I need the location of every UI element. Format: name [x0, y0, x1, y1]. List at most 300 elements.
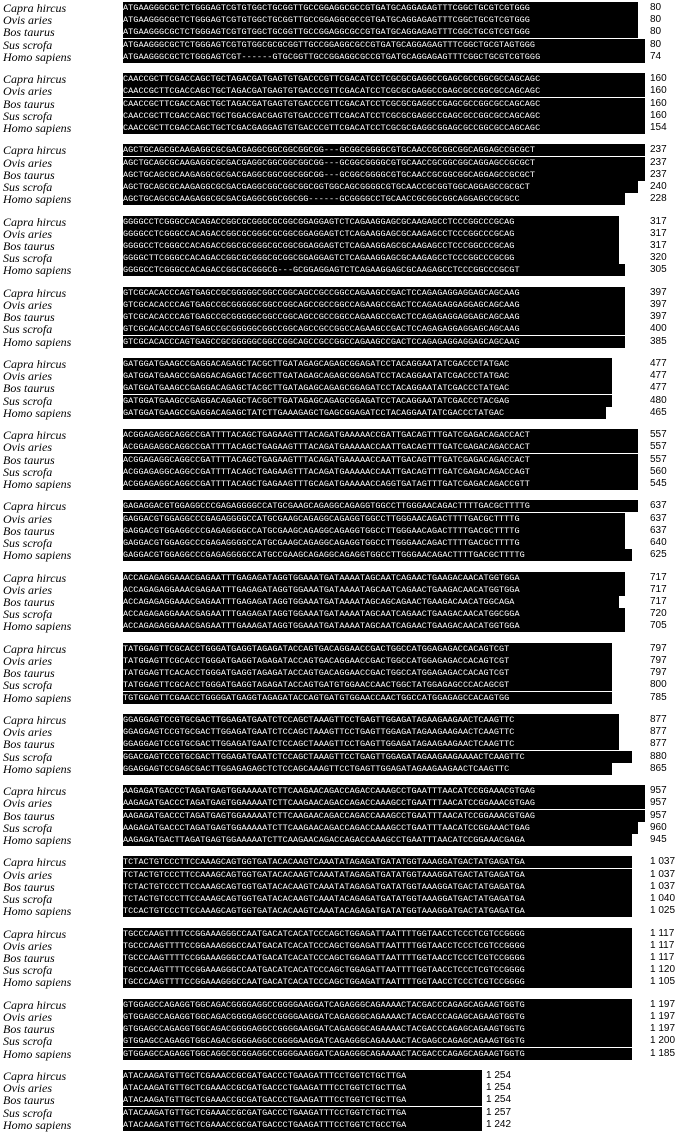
sequence-segment: GGGGCCTCGGGCCACAGACCGGCGCGGGCGCGGCGGAGGAGTCTCAGAAGGAGCGCAAGAGCCTCCCGGCCCGCAG — [123, 240, 619, 252]
species-name: Capra hircus — [3, 641, 67, 656]
species-name: Ovis aries — [3, 653, 52, 668]
species-name: Homo sapiens — [3, 548, 72, 563]
species-name: Homo sapiens — [3, 761, 72, 776]
sequence-segment: GTGGAGCCAGAGGTGGCAGACGGGGAGGCCGGGGAAGGATCAGAGGGCAGAAAACTACGACCCAGAGCAGAAGTGGTG — [123, 999, 632, 1011]
sequence-segment: ATGAAGGGCGCTCTGGGAGTCGTGTGGCTGCGGTTGCCGGAGGCGCCGTGATGCAGGAGAGTTTCGGCTGCGTCGTGGG — [123, 26, 638, 38]
alignment-row — [0, 382, 700, 394]
species-name: Ovis aries — [3, 440, 52, 455]
alignment-row — [0, 51, 700, 63]
sequence-segment: GAGAGGACGTGGAGGCCCGAGAGGGGCCATGCGAAGCAGAGGCAGAGGTGGCCTTGGGAACAGACTTTTGACGCTTTTG — [123, 500, 638, 512]
species-name: Homo sapiens — [3, 192, 72, 207]
sequence-segment: TGCCCAAGTTTTCCGGAAAGGGCCAATGACATCACATCCCAGCTGGAGATTAATTTTGGTAACCTCCCTCGTCCGGGG — [123, 976, 632, 988]
sequence-segment: TCTACTGTCCCTTCCAAAGCAGTGGTGATACACAAGTCAAATATAGAGATGATATGGTAAAGGATGACTATGAGATGA — [123, 869, 632, 881]
alignment-row — [0, 407, 700, 419]
position-count: 877 — [650, 726, 667, 738]
alignment-row — [0, 608, 700, 620]
sequence-segment: GAGGACGTGGAGGCCCGAGAGGGGCCATGCCGAAGCAGAGGCAGAGGTGGCCTTGGGAACAGACTTTTGACGCTTTTG — [123, 549, 632, 561]
alignment-row — [0, 358, 700, 370]
alignment-row — [0, 2, 700, 14]
alignment-row — [0, 584, 700, 596]
species-name: Ovis aries — [3, 84, 52, 99]
alignment-row — [0, 299, 700, 311]
position-count: 1 040 — [650, 892, 676, 904]
alignment-row — [0, 14, 700, 26]
species-name: Homo sapiens — [3, 904, 72, 919]
alignment-row — [0, 1035, 700, 1047]
alignment-block — [0, 714, 700, 774]
position-count: 240 — [650, 180, 667, 192]
species-name: Capra hircus — [3, 72, 67, 87]
position-count: 945 — [650, 833, 667, 845]
species-name: Homo sapiens — [3, 690, 72, 705]
sequence-segment: ATGAAGGGCGCTCTGGGAGTCGTGTGGCTGCGGTTGCCGGAGGCGCCGTGATGCAGGAGAGTTTCGGCTGCGTCGTGGG — [123, 14, 638, 26]
species-name: Capra hircus — [3, 570, 67, 585]
species-name: Bos taurus — [3, 1093, 55, 1108]
species-name: Ovis aries — [3, 1081, 52, 1096]
sequence-segment: GGGGCCTCGGGCCACAGACCGGCGCGGGCGCGGCGGAGGAGTCTCAGAAGGAGCGCAAGAGCCTCCCGGCCCGCAG — [123, 228, 619, 240]
sequence-segment: GGACGAGTCCGTGCGACTTGGAGATGAATCTCCAGCTAAAGTTCCTGAGTTGGAGATAGAAGAAGAAAACTCAAGTTC — [123, 751, 632, 763]
sequence-segment: GTCGCACACCCAGTGAGCCGCGGGGGCGGCCGGCAGCCGCCGGCCAGAAGCCGACTCCAGAGAGGAGGAGCAGCAAG — [123, 287, 625, 299]
sequence-segment: GTGGAGCCAGAGGTGGCAGACGGGGAGGCCGGGGAAGGATCAGAGGGCAGAAAACTACGACCCAGAGCAGAAGTGGTG — [123, 1023, 632, 1035]
position-count: 80 — [650, 26, 662, 38]
position-count: 717 — [650, 595, 667, 607]
alignment-row — [0, 323, 700, 335]
sequence-segment: AAGAGATGACCCTAGATGAGTGGAAAAATCTTCAAGAACAGACCAGACCAAAGCCTGAATTTAACATCCGGAAACGTGAG — [123, 810, 645, 822]
species-name: Homo sapiens — [3, 619, 72, 634]
species-name: Homo sapiens — [3, 263, 72, 278]
position-count: 877 — [650, 714, 667, 725]
alignment-row — [0, 834, 700, 846]
alignment-row — [0, 1119, 700, 1131]
species-name: Ovis aries — [3, 511, 52, 526]
sequence-segment: TGCCCAAGTTTTCCGGAAAGGGCCAATGACATCACATCCCAGCTGGAGATTAATTTTGGTAACCTCCCTCGTCCGGGG — [123, 940, 632, 952]
position-count: 320 — [650, 252, 667, 264]
alignment-row — [0, 655, 700, 667]
alignment-row — [0, 763, 700, 775]
species-name: Bos taurus — [3, 167, 55, 182]
alignment-row — [0, 181, 700, 193]
position-count: 1 117 — [650, 951, 675, 963]
species-name: Bos taurus — [3, 452, 55, 467]
position-count: 154 — [650, 121, 667, 133]
position-count: 80 — [650, 38, 662, 50]
sequence-segment: CAACCGCTTCGACCAGCTGCTGGACGACGAGTGTGACCCGTTCGACATCCTCGCGCGAGGCCGAGCGCCGGCGCCAGCAGC — [123, 110, 645, 122]
sequence-segment: ACGGAGAGGCAGGCCGATTTTACAGCTGAGAAGTTTACAGATGAAAAACCAATTGACAGTTTGATCGAGACAGACCAGT — [123, 466, 638, 478]
position-count: 1 197 — [650, 1010, 676, 1022]
sequence-segment: ACGGAGAGGCAGGCCGATTTTACAGCTGAGAAGTTTACAGATGAAAAACCGATTGACAGTTTGATCGAGACAGACCACT — [123, 429, 638, 441]
position-count: 228 — [650, 193, 667, 205]
position-count: 545 — [650, 477, 667, 489]
position-count: 797 — [650, 642, 667, 654]
alignment-row — [0, 999, 700, 1011]
position-count: 80 — [650, 14, 662, 26]
sequence-segment: ATACAAGATGTTGCTCGAAACCGCGATGACCCTGAAGATTTCCTGGTCTGCTTGA — [123, 1082, 482, 1094]
sequence-segment: CAACCGCTTCGACCAGCTGCTAGACGATGAGTGTGACCCGTTCGACATCCTCGCGCGAGGCCGAGCGCCGGCGCCAGCAGC — [123, 98, 645, 110]
sequence-segment: TGCCCAAGTTTTCCGGAAAGGGCCAATGACATCACATCCCAGCTGGAGATTAATTTTGGTAACCTCCCTCGTCCGGGG — [123, 952, 632, 964]
position-count: 797 — [650, 667, 667, 679]
sequence-segment: ATACAAGATGTTGCTCGAAACCGCGATGACCCTGAAGATTTCCTGGTCTGCTTGA — [123, 1070, 482, 1082]
alignment-row — [0, 596, 700, 608]
species-name: Capra hircus — [3, 428, 67, 443]
sequence-segment: GGGGCTTCGGGCCACAGACCGGCGCGGGCGCGGCGGAGGAGTCTCAGAAGGAGCGCAAGAGCCTCCCGGCCCGCGG — [123, 252, 619, 264]
position-count: 160 — [650, 73, 667, 85]
alignment-row — [0, 1082, 700, 1094]
sequence-segment: ACGGAGAGGCAGGCCGATTTTACAGCTGAGAAGTTTGCAGATGAAAAACCAGGTGATAGTTTGATCGAGACAGACCGTT — [123, 478, 638, 490]
species-name: Capra hircus — [3, 1, 67, 15]
position-count: 237 — [650, 144, 667, 156]
alignment-block — [0, 928, 700, 988]
position-count: 1 037 — [650, 880, 676, 892]
alignment-row — [0, 751, 700, 763]
alignment-block — [0, 73, 700, 133]
alignment-row — [0, 714, 700, 726]
sequence-segment: ACCAGAGAGGAAACGAGAATTTGAAAGATAGGTGGAAATGATAAAATAGCAATCAGAACTGAAGACAACATGGTGGA — [123, 620, 625, 632]
alignment-row — [0, 785, 700, 797]
sequence-segment: TATGGAGTTCACACCTGGGATGAGGTAGAGATACCAGTGACAGGAACCGACTGGCCATGGAGAGACCACAGTCGT — [123, 667, 612, 679]
sequence-segment: GTGGAGCCAGAGGTGGCAGACGGGGAGGCCGGGGAAGGATCAGAGGGCAGAAAACTACGAGCCAGAGCAGAAGTGGTG — [123, 1035, 632, 1047]
sequence-segment: TCTACTGTCCCTTCCAAAGCAGTGGTGATACACAAGTCAAATACAGAGATGATATGGTAAAGGATGACTATGAGATGA — [123, 893, 632, 905]
position-count: 160 — [650, 85, 667, 97]
species-name: Bos taurus — [3, 737, 55, 752]
sequence-segment: ACCAGAGAGGAAACGAGAATTTGAGAGATAGGTGGAAATGATAAAATAGCAATCAGAACTGAAGACAACATGGTGGA — [123, 584, 625, 596]
sequence-segment: GGGGCCTCGGGCCACAGACCGGCGCGGGCGCGGCGGAGGAGTCTCAGAAGGAGCGCAAGAGCCTCCCGGCCCGCAG — [123, 216, 619, 228]
alignment-row — [0, 940, 700, 952]
species-name: Capra hircus — [3, 1069, 67, 1083]
alignment-row — [0, 537, 700, 549]
alignment-row — [0, 881, 700, 893]
alignment-row — [0, 429, 700, 441]
position-count: 160 — [650, 97, 667, 109]
position-count: 1 117 — [650, 927, 675, 939]
position-count: 717 — [650, 583, 667, 595]
position-count: 1 037 — [650, 856, 676, 868]
species-name: Capra hircus — [3, 357, 67, 371]
species-name: Sus scrofa — [3, 963, 53, 978]
position-count: 800 — [650, 679, 667, 691]
alignment-block — [0, 499, 700, 563]
sequence-segment: AGCTGCAGCGCAAGAGGCGCGACGAGGCGGCGGCGGCGG---GCGGCGGGGCGTGCAACCGCGGCGGCAGGAGCCGCGCT — [123, 157, 645, 169]
sequence-segment: GGGGCCTCGGGCCACAGACCGGCGCGGGCG---GCGGAGGAGTCTCAGAAGGAGCGCAAGAGCCTCCCGGCCCGCGT — [123, 264, 625, 276]
alignment-row — [0, 810, 700, 822]
position-count: 1 185 — [650, 1047, 676, 1059]
alignment-row — [0, 26, 700, 38]
position-count: 797 — [650, 654, 667, 666]
species-name: Sus scrofa — [3, 535, 53, 550]
sequence-segment: GAGGACGTGGAGGCCCGAGAGGGGCCATGCGAAGCAGAGGCAGAGGTGGCCTTGGGAACAGACTTTTGACGCTTTTG — [123, 537, 625, 549]
species-name: Homo sapiens — [3, 1117, 72, 1132]
position-count: 1 200 — [650, 1035, 676, 1047]
species-name: Ovis aries — [3, 1009, 52, 1024]
species-name: Sus scrofa — [3, 1034, 53, 1049]
sequence-segment: GGAGGAGTCCGTGCGACTTGGAGATGAATCTCCAGCTAAAGTTCCTGAGTTGGAGATAGAAGAAGAACTCAAGTTC — [123, 726, 619, 738]
alignment-block — [0, 2, 700, 62]
alignment-row — [0, 738, 700, 750]
position-count: 1 254 — [486, 1094, 512, 1106]
alignment-row — [0, 466, 700, 478]
sequence-segment: TGCCCAAGTTTTCCGGAAAGGGCCAATGACATCACATCCCAGCTGGAGATTAATTTTGGTAACCTCCCTCGTCCGGGG — [123, 928, 632, 940]
sequence-segment: CAACCGCTTCGACCAGCTGCTAGACGATGAGTGTGACCCGTTCGACATCCTCGCGCGAGGCCGAGCGCCGGCGCCAGCAGC — [123, 85, 645, 97]
alignment-row — [0, 952, 700, 964]
species-name: Homo sapiens — [3, 476, 72, 491]
species-name: Sus scrofa — [3, 37, 53, 52]
species-name: Sus scrofa — [3, 749, 53, 764]
alignment-row — [0, 216, 700, 228]
alignment-block — [0, 855, 700, 919]
alignment-row — [0, 549, 700, 561]
sequence-segment: ATGAAGGGCGCTCTGGGAGTCGTGTGGCTGCGGTTGCCGGAGGCGCCGTGATGCAGGAGAGTTTCGGCTGCGTCGTGGG — [123, 2, 638, 14]
alignment-row — [0, 726, 700, 738]
position-count: 1 257 — [486, 1106, 512, 1118]
sequence-segment: GTGGAGCCAGAGGTGGCAGGCGCGGAGGCCGGGGAAGGATCAGAGGGCAGAAAACTACGACCCAGAGCAGAAGTGGTG — [123, 1048, 632, 1060]
species-name: Ovis aries — [3, 582, 52, 597]
position-count: 1 120 — [650, 964, 676, 976]
species-name: Sus scrofa — [3, 251, 53, 266]
alignment-row — [0, 395, 700, 407]
position-count: 1 025 — [650, 905, 676, 917]
alignment-block — [0, 429, 700, 489]
position-count: 957 — [650, 785, 667, 797]
sequence-segment: GATGGATGAAGCCGAGGACAGAGCTACGCTTGATAGAGCAGAGCGGAGATCCTACAGGAATATCGACCCTATGAC — [123, 382, 612, 394]
alignment-row — [0, 39, 700, 51]
position-count: 237 — [650, 156, 667, 168]
sequence-segment: AAGAGATGACCCTAGATGAGTGGAAAAATCTTCAAGAACAGACCAGACCAAAGCCTGAATTTAACATCCGGAAACGTGAG — [123, 785, 645, 797]
alignment-row — [0, 500, 700, 512]
position-count: 465 — [650, 406, 667, 418]
sequence-segment: GGAGGAGTCCGAGCGACTTGGAGAGAGCTCTCCAGCAAAGTTCCTGAGTTGGAGATAGAAGAAGAACTCAAGTTC — [123, 763, 612, 775]
position-count: 477 — [650, 370, 667, 382]
position-count: 637 — [650, 500, 667, 512]
alignment-row — [0, 85, 700, 97]
species-name: Bos taurus — [3, 96, 55, 111]
sequence-segment: AGCTGCAGCGCAAGAGGCGCGACGAGGCGGCGGCGGCGG---GCGGCGGGGCGTGCAACCGCGGCGGCAGGAGCCGCGCT — [123, 144, 645, 156]
species-name: Homo sapiens — [3, 120, 72, 135]
species-name: Capra hircus — [3, 926, 67, 941]
alignment-row — [0, 513, 700, 525]
species-name: Bos taurus — [3, 594, 55, 609]
position-count: 957 — [650, 797, 667, 809]
position-count: 480 — [650, 394, 667, 406]
alignment-row — [0, 1048, 700, 1060]
alignment-row — [0, 620, 700, 632]
position-count: 705 — [650, 620, 667, 632]
species-name: Sus scrofa — [3, 891, 53, 906]
position-count: 74 — [650, 50, 662, 62]
sequence-segment: AGCTGCAGCGCAAGAGGCGCGACGAGGCGGCGGCGG------GCGGGGCCTGCAACCGCGGCGGCAGGAGCCGCGCC — [123, 193, 625, 205]
position-count: 557 — [650, 429, 667, 441]
sequence-segment: ATGAAGGGCGCTCTGGGAGTCGTGTGGCGCGCGGTTGCCGGAGGCGCCGTGATGCAGGAGAGTTTCGGCTGCGTAGTGGG — [123, 39, 645, 51]
alignment-row — [0, 1023, 700, 1035]
sequence-segment: TCCACTGTCCCTTCCAAAGCAGTGGTGATACACAAGTCAAATACAGAGATGATATGGTAAAGGATGACTATGAGATGA — [123, 905, 632, 917]
species-name: Bos taurus — [3, 310, 55, 325]
alignment-row — [0, 252, 700, 264]
position-count: 317 — [650, 215, 667, 227]
alignment-row — [0, 976, 700, 988]
alignment-row — [0, 1107, 700, 1119]
alignment-row — [0, 370, 700, 382]
alignment-row — [0, 869, 700, 881]
alignment-row — [0, 643, 700, 655]
alignment-row — [0, 336, 700, 348]
alignment-block — [0, 358, 700, 418]
alignment-block — [0, 143, 700, 207]
sequence-segment: GAGGACGTGGAGGCCCGAGAGGGGCCATGCGAAGCAGAGGCAGAGGTGGCCTTGGGAACAGACTTTTGACGCTTTTG — [123, 525, 625, 537]
position-count: 720 — [650, 608, 667, 620]
position-count: 397 — [650, 298, 667, 310]
species-name: Homo sapiens — [3, 975, 72, 990]
species-name: Sus scrofa — [3, 1105, 53, 1120]
species-name: Capra hircus — [3, 285, 67, 300]
position-count: 80 — [650, 2, 662, 13]
sequence-segment: GTCGCACACCCAGTGAGCCGCGGGGGCGGCCGGCAGCCGCCGGCCAGAAGCCGACTCCAGAGAGGAGGAGCAGCAAG — [123, 311, 625, 323]
species-name: Sus scrofa — [3, 820, 53, 835]
position-count: 1 197 — [650, 1023, 676, 1035]
sequence-segment: TGCCCAAGTTTTCCGGAAAGGGCCAATGACATCACATCCCAGCTGGAGATTAATTTTGGTAACCTCCCTCGTCCGGGG — [123, 964, 632, 976]
alignment-row — [0, 822, 700, 834]
alignment-row — [0, 228, 700, 240]
sequence-segment: GATGGATGAAGCCGAGGACAGAGCTACGCTTGATAGAGCAGAGCGGAGATCCTACAGGAATATCGACCCTATGAC — [123, 358, 612, 370]
alignment-row — [0, 797, 700, 809]
alignment-row — [0, 122, 700, 134]
alignment-row — [0, 1011, 700, 1023]
species-name: Bos taurus — [3, 950, 55, 965]
species-name: Sus scrofa — [3, 179, 53, 194]
sequence-segment: ATACAAGATGTTGCTCGAAACCGCGATGACCCTGAAGATTTCCTGGTCTGCCTGA — [123, 1119, 482, 1131]
sequence-segment: TATGGAGTTCGCACCTGGGATGAGGTAGAGATACCAGTGATGTGGAACCAACTGGCTATGGAGAGCCCACAGCGT — [123, 679, 612, 691]
position-count: 880 — [650, 750, 667, 762]
position-count: 1 105 — [650, 976, 676, 988]
alignment-row — [0, 692, 700, 704]
sequence-segment: TATGGAGTTCGCACCTGGGATGAGGTAGAGATACCAGTGACAGGAACCGACTGGCCATGGAGAGACCACAGTCGT — [123, 655, 612, 667]
sequence-segment: GAGGACGTGGAGGCCCGAGAGGGGCCATGCGAAGCAGAGGCAGAGGTGGCCTTGGGAACAGACTTTTGACGCTTTTG — [123, 513, 625, 525]
sequence-segment: ATACAAGATGTTGCTCGAAACCGCGATGACCCTGAAGATTTCCTGGTCTGCTTGA — [123, 1094, 482, 1106]
species-name: Capra hircus — [3, 784, 67, 799]
sequence-segment: GATGGATGAAGCCGAGGACAGAGCTACGCTTGATAGAGCAGAGCGGAGATCCTACAGGAATATCGACCCTACGAG — [123, 395, 612, 407]
species-name: Capra hircus — [3, 499, 67, 514]
alignment-row — [0, 572, 700, 584]
alignment-row — [0, 169, 700, 181]
alignment-row — [0, 1094, 700, 1106]
alignment-row — [0, 667, 700, 679]
sequence-segment: ACCAGAGAGGAAACGAGAATTTGAGAGATAGGTGGAAATGATAAAATAGCAGCAGAACTGAAGACAACATGGCAGA — [123, 596, 619, 608]
position-count: 1 254 — [486, 1082, 512, 1094]
position-count: 1 197 — [650, 998, 676, 1010]
alignment-block — [0, 1070, 700, 1130]
position-count: 960 — [650, 821, 667, 833]
sequence-segment: GTCGCACACCCAGTGAGCCGCGGGGGCGGCCGGCAGCCGCCGGCCAGAAGCCGACTCCAGAGAGGAGGAGCAGCAAG — [123, 323, 625, 335]
position-count: 625 — [650, 549, 667, 561]
species-name: Ovis aries — [3, 297, 52, 312]
species-name: Bos taurus — [3, 808, 55, 823]
species-name: Ovis aries — [3, 725, 52, 740]
alignment-row — [0, 144, 700, 156]
sequence-segment: CAACCGCTTCGACCAGCTGCTAGACGATGAGTGTGACCCGTTCGACATCCTCGCGCGAGGCCGAGCGCCGGCGCCAGCAGC — [123, 73, 645, 85]
species-name: Homo sapiens — [3, 405, 72, 420]
alignment-row — [0, 928, 700, 940]
alignment-row — [0, 110, 700, 122]
alignment-row — [0, 893, 700, 905]
sequence-segment: ACCAGAGAGGAAACGAGAATTTGAGAGATAGGTGGAAATGATAAAATAGCAATCAGAACTGAAGACAACATGGTGGA — [123, 572, 625, 584]
species-name: Sus scrofa — [3, 108, 53, 123]
alignment-block — [0, 572, 700, 632]
alignment-row — [0, 73, 700, 85]
sequence-segment: TCTACTGTCCCTTCCAAAGCAGTGGTGATACACAAGTCAAATATAGAGATGATATGGTAAAGGATGACTATGAGATGA — [123, 856, 632, 868]
sequence-segment: AGCTGCAGCGCAAGAGGCGCGACGAGGCGGCGGCGGCGG---GCGGCGGGGCGTGCAACCGCGGCGGCAGGAGCCGCGCT — [123, 169, 645, 181]
alignment-row — [0, 478, 700, 490]
sequence-segment: GTCGCACACCCAGTGAGCCGCGGGGGCGGCCGGCAGCCGCCGGCCAGAAGCCGACTCCAGAGAGGAGGAGCAGCAAG — [123, 336, 625, 348]
sequence-segment: ACCAGAGAGGAAACGAGAATTTGAGAGATAGGTGGAAATGATAAAATAGCAATCAGAACTGAAGACAACATGGCGGA — [123, 608, 625, 620]
sequence-segment: AAGAGATGACTTAGATGAGTGGAAAAATCTTCAAGAACAGACCAGACCAAAGCCTGAATTTAACATCCGGAAACGAGA — [123, 834, 632, 846]
position-count: 237 — [650, 168, 667, 180]
position-count: 1 254 — [486, 1070, 512, 1081]
alignment-block — [0, 785, 700, 845]
position-count: 317 — [650, 227, 667, 239]
alignment-block — [0, 999, 700, 1059]
position-count: 1 037 — [650, 868, 676, 880]
species-name: Ovis aries — [3, 867, 52, 882]
species-name: Bos taurus — [3, 523, 55, 538]
position-count: 477 — [650, 358, 667, 369]
species-name: Capra hircus — [3, 713, 67, 727]
alignment-row — [0, 240, 700, 252]
sequence-segment: GTCGCACACCCAGTGAGCCGCGGGGGCGGCCGGCAGCCGCCGGCCAGAAGCCGACTCCAGAGAGGAGGAGCAGCAAG — [123, 299, 625, 311]
sequence-segment: ACGGAGAGGCAGGCCGATTTTACAGCTGAGAAGTTTACAGATGAAAAACCAATTGACAGTTTGATCGAGACAGACCACT — [123, 454, 638, 466]
alignment-row — [0, 264, 700, 276]
species-name: Bos taurus — [3, 879, 55, 894]
sequence-segment: CAACCGCTTCGACCAGCTGCTCGACGAGGAGTGTGACCCGTTCGACATCCTCGCGCGAGGCGGAGCGCCGGCGCCAGCAGC — [123, 122, 645, 134]
position-count: 1 117 — [650, 939, 675, 951]
sequence-segment: TCTACTGTCCCTTCCAAAGCAGTGGTGATACACAAGTCAAATATAGAGATGATATGGTAAAGGATGACTATGAGATGA — [123, 881, 632, 893]
species-name: Sus scrofa — [3, 678, 53, 693]
species-name: Sus scrofa — [3, 607, 53, 622]
position-count: 385 — [650, 335, 667, 347]
species-name: Sus scrofa — [3, 464, 53, 479]
position-count: 477 — [650, 382, 667, 394]
alignment-block — [0, 216, 700, 276]
position-count: 397 — [650, 311, 667, 323]
position-count: 560 — [650, 465, 667, 477]
species-name: Ovis aries — [3, 226, 52, 241]
alignment-row — [0, 311, 700, 323]
species-name: Bos taurus — [3, 238, 55, 253]
alignment-row — [0, 287, 700, 299]
position-count: 1 242 — [486, 1118, 512, 1130]
species-name: Ovis aries — [3, 155, 52, 170]
alignment-row — [0, 157, 700, 169]
species-name: Capra hircus — [3, 143, 67, 158]
alignment-row — [0, 905, 700, 917]
sequence-segment: AAGAGATGACCCTAGATGAGTGGAAAAATCTTCAAGAACAGACCAGACCAAAGCCTGAATTTAACATCCGGAAACGTGAG — [123, 797, 645, 809]
alignment-block — [0, 287, 700, 347]
position-count: 637 — [650, 512, 667, 524]
sequence-segment: GGAGGAGTCCGTGCGACTTGGAGATGAATCTCCAGCTAAAGTTCCTGAGTTGGAGATAGAAGAAGAACTCAAGTTC — [123, 738, 619, 750]
species-name: Ovis aries — [3, 369, 52, 384]
alignment-row — [0, 454, 700, 466]
species-name: Ovis aries — [3, 796, 52, 811]
sequence-segment: ATACAAGATGTTGCTCGAAACCGCGATGACCCTGAAGATTTCCTGGTCTGCTTGA — [123, 1107, 482, 1119]
sequence-segment: TGTGGAGTTCGAACCTGGGGATGAGGTAGAGATACCAGTGATGTGGAACCAACTGGCCATGGAGAGCCACAGTGG — [123, 692, 612, 704]
sequence-segment: ACGGAGAGGCAGGCCGATTTTACAGCTGAGAAGTTTACAGATGAAAAACCAATTGACAGTTTGATCGAGACAGACCACT — [123, 441, 638, 453]
position-count: 785 — [650, 691, 667, 703]
species-name: Capra hircus — [3, 855, 67, 870]
position-count: 557 — [650, 441, 667, 453]
species-name: Sus scrofa — [3, 322, 53, 337]
alignment-row — [0, 679, 700, 691]
species-name: Sus scrofa — [3, 393, 53, 408]
species-name: Homo sapiens — [3, 832, 72, 847]
sequence-segment: GATGGATGAAGCCGAGGACAGAGCTACGCTTGATAGAGCAGAGCGGAGATCCTACAGGAATATCGACCCTATGAC — [123, 370, 612, 382]
species-name: Ovis aries — [3, 938, 52, 953]
sequence-segment: GATGGATGAAGCCGAGGACAGAGCTATCTTGAAAGAGCTGAGCGGAGATCCTACAGGAATATCGACCCTATGAC — [123, 407, 606, 419]
